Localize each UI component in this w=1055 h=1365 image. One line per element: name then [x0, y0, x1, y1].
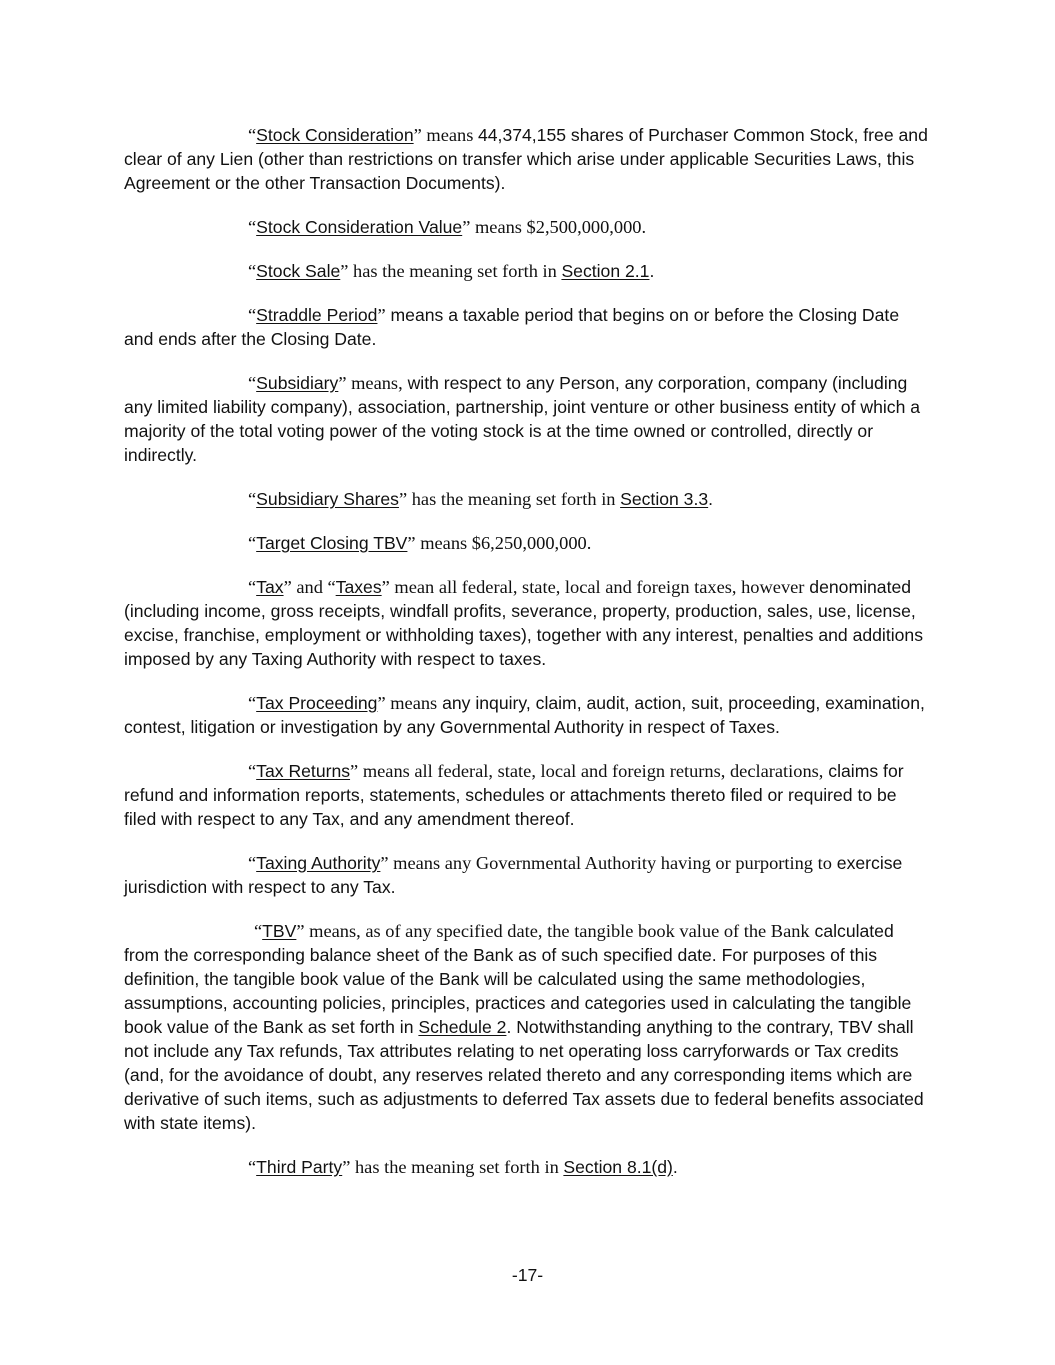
sentence-end: .	[649, 261, 655, 281]
defined-term: Third Party	[256, 1157, 343, 1177]
defined-term: Tax Returns	[256, 761, 351, 781]
close-quote: ”	[350, 761, 359, 781]
close-quote: ”	[398, 489, 408, 509]
defined-term: Subsidiary	[256, 373, 339, 393]
page-number: -17-	[511, 1265, 544, 1285]
close-quote: ”	[380, 853, 389, 873]
open-quote: “	[248, 533, 257, 553]
defined-term: Stock Consideration	[256, 125, 414, 145]
defined-term: Subsidiary Shares	[256, 489, 399, 509]
section-reference: Section 3.3	[620, 489, 709, 509]
close-quote: ”	[283, 577, 292, 597]
definition-body: means a taxable period that begins on or before the Closing Date and ends after the Closing Date.	[124, 305, 900, 349]
close-quote: ”	[462, 217, 471, 237]
definition-tax-returns	[124, 759, 932, 831]
defined-term: Stock Consideration Value	[256, 217, 463, 237]
definitions-section	[124, 123, 932, 1199]
definition-taxing-authority	[124, 851, 932, 899]
close-quote: ”	[296, 921, 305, 941]
close-quote: ”	[407, 533, 416, 553]
definition-body: any inquiry, claim, audit, action, suit, proceeding, examination, contest, litigation or investigation by any Governmental Authority in respect of Taxes.	[124, 693, 925, 737]
term-connector: and	[291, 577, 328, 597]
definition-verb: has the meaning set forth in	[350, 1157, 564, 1177]
definition-body: claims for refund and information reports, statements, schedules or attachments thereto filed or required to be filed with respect to any Tax, and any amendment thereof.	[124, 761, 904, 829]
defined-term: Stock Sale	[256, 261, 341, 281]
open-quote: “	[254, 921, 263, 941]
definition-stock-consideration	[124, 123, 932, 195]
defined-term: Target Closing TBV	[256, 533, 408, 553]
definition-stock-consideration-value	[124, 215, 932, 239]
definition-subsidiary	[124, 371, 932, 467]
open-quote: “	[248, 577, 257, 597]
defined-term: Taxing Authority	[256, 853, 381, 873]
open-quote: “	[248, 853, 257, 873]
open-quote: “	[248, 125, 257, 145]
close-quote: ”	[338, 373, 347, 393]
close-quote: ”	[381, 577, 390, 597]
definition-verb: has the meaning set forth in	[348, 261, 562, 281]
definition-straddle-period	[124, 303, 932, 351]
definition-subsidiary-shares	[124, 487, 932, 511]
definition-stock-sale	[124, 259, 932, 283]
close-quote: ”	[377, 693, 386, 713]
definition-tax	[124, 575, 932, 671]
close-quote: ”	[340, 261, 349, 281]
definition-verb: means	[385, 693, 438, 713]
definition-verb: means all federal, state, local and foreign returns, declarations,	[358, 761, 824, 781]
definition-verb: means,	[346, 373, 403, 393]
close-quote: ”	[377, 305, 386, 325]
definition-body: 44,374,155 shares of Purchaser Common Stock, free and clear of any Lien (other than restrictions on transfer which arise under applicable Securities Laws, this Agreement or the other Transaction Documents).	[124, 125, 928, 193]
definition-third-party	[124, 1155, 932, 1179]
section-reference: Section 2.1	[561, 261, 650, 281]
open-quote: “	[327, 577, 336, 597]
schedule-reference: Schedule 2	[418, 1017, 507, 1037]
definition-target-closing-tbv	[124, 531, 932, 555]
definition-verb: means $6,250,000,000.	[415, 533, 592, 553]
definition-verb: means $2,500,000,000.	[470, 217, 647, 237]
section-reference: Section 8.1(d)	[563, 1157, 673, 1177]
open-quote: “	[248, 1157, 257, 1177]
defined-term: TBV	[262, 921, 297, 941]
definition-body: exercise jurisdiction with respect to any Tax.	[124, 853, 903, 897]
definition-body: with respect to any Person, any corporation, company (including any limited liability company), association, partnership, joint venture or other business entity of which a majority of the total voting power of the voting stock is at the time owned or controlled, directly or indirectly.	[124, 373, 921, 465]
definition-tbv	[124, 919, 932, 1135]
defined-term: Tax	[256, 577, 284, 597]
defined-term: Straddle Period	[256, 305, 378, 325]
sentence-end: .	[672, 1157, 678, 1177]
defined-term: Tax Proceeding	[256, 693, 378, 713]
definition-verb: has the meaning set forth in	[407, 489, 621, 509]
close-quote: ”	[413, 125, 422, 145]
open-quote: “	[248, 761, 257, 781]
open-quote: “	[248, 305, 257, 325]
close-quote: ”	[342, 1157, 351, 1177]
definition-body-continued: . Notwithstanding anything to the contrary, TBV shall not include any Tax refunds, Tax attributes relating to net operating loss carryforwards or Tax credits (and, for the avoidance of doubt, any reserves related thereto and any corresponding items which are derivative of such items, such as adjustments to deferred Tax assets due to federal benefits associated with state items).	[124, 1017, 924, 1133]
open-quote: “	[248, 261, 257, 281]
definition-body: denominated (including income, gross receipts, windfall profits, severance, property, production, sales, use, license, excise, franchise, employment or withholding taxes), together with any interest, penalties and additions imposed by any Taxing Authority with respect to taxes.	[124, 577, 923, 669]
definition-verb: means any Governmental Authority having or purporting to	[388, 853, 832, 873]
definition-body: calculated from the corresponding balance sheet of the Bank as of such specified date. For purposes of this definition, the tangible book value of the Bank will be calculated using the same methodologies, assumptions, accounting policies, principles, practices and categories used in calculating the tangible book value of the Bank as set forth in	[124, 921, 912, 1037]
definition-tax-proceeding	[124, 691, 932, 739]
definition-verb: means, as of any specified date, the tangible book value of the Bank	[304, 921, 810, 941]
defined-term: Taxes	[335, 577, 382, 597]
definition-verb: mean all federal, state, local and foreign taxes, however	[389, 577, 805, 597]
open-quote: “	[248, 373, 257, 393]
sentence-end: .	[708, 489, 714, 509]
open-quote: “	[248, 693, 257, 713]
open-quote: “	[248, 489, 257, 509]
definition-verb: means	[421, 125, 478, 145]
open-quote: “	[248, 217, 257, 237]
